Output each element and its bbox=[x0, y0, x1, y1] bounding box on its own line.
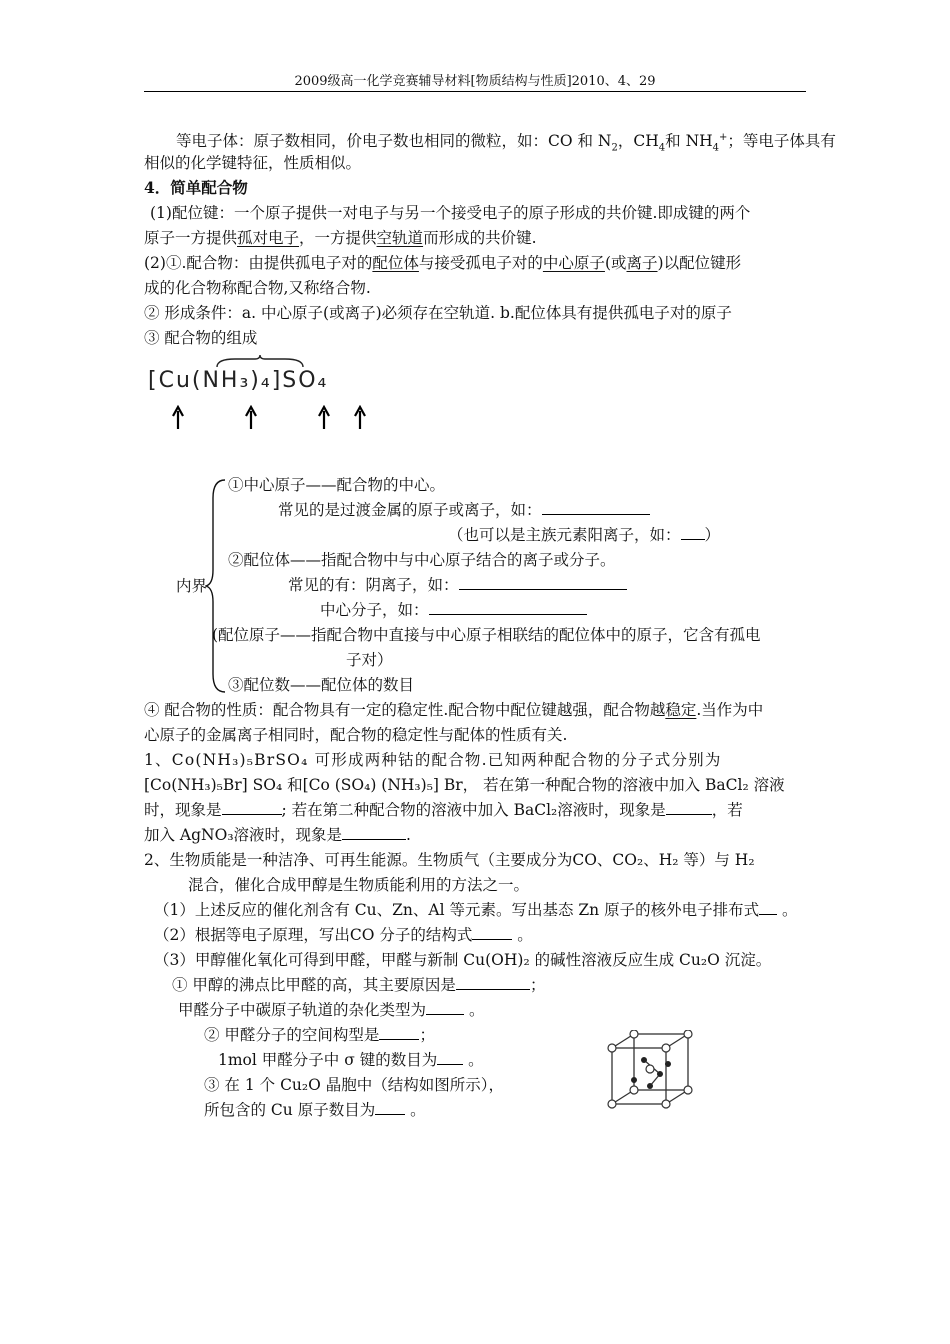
question-2-sub-2: 甲醛分子中碳原子轨道的杂化类型为 。 bbox=[178, 1001, 485, 1019]
inner-item-6: 中心分子，如： bbox=[320, 599, 587, 621]
question-1-line-1: 1、Co(NH₃)₅BrSO₄ 可形成两种钴的配合物.已知两种配合物的分子式分别为 bbox=[144, 751, 722, 769]
question-2-sub-4: 1mol 甲醛分子中 σ 键的数目为 。 bbox=[218, 1051, 484, 1069]
question-1-line-4: 加入 AgNO₃溶液时，现象是 . bbox=[144, 826, 411, 844]
inner-item-5: 常见的有：阴离子，如： bbox=[288, 574, 627, 596]
inner-item-3: （也可以是主族元素阳离子，如： ） bbox=[448, 526, 721, 544]
inner-item-7: (配位原子——指配合物中直接与中心原子相联结的配位体中的原子，它含有孤电 bbox=[212, 626, 761, 644]
section-title: 4．简单配合物 bbox=[144, 178, 248, 197]
complex-def-line-1: (2)①.配合物：由提供孤电子对的配位体与接受孤电子对的中心原子(或离子)以配位键形 bbox=[144, 254, 742, 272]
inner-sphere-label: 内界 bbox=[176, 577, 208, 595]
property-line-2: 心原子的金属离子相同时，配合物的稳定性与配体的性质有关. bbox=[144, 726, 568, 744]
arrow-icon bbox=[316, 405, 332, 429]
complex-def-line-2: 成的化合物称配合物,又称络合物. bbox=[144, 279, 371, 297]
inner-item-2: 常见的是过渡金属的原子或离子，如： bbox=[278, 499, 650, 521]
formula-top-brace bbox=[215, 355, 305, 369]
question-2-part-2: （2）根据等电子原理，写出CO 分子的结构式 。 bbox=[154, 926, 533, 944]
inner-sphere-brace bbox=[205, 478, 227, 696]
cu2o-unit-cell-figure bbox=[604, 1030, 696, 1110]
question-2-line-2: 混合，催化合成甲醇是生物质能利用的方法之一。 bbox=[188, 876, 530, 894]
arrow-icon bbox=[352, 405, 368, 429]
formation-conditions: ② 形成条件：a. 中心原子(或离子)必须存在空轨道. b.配位体具有提供孤电子对的原子 bbox=[144, 304, 732, 322]
inner-item-4: ②配位体——指配合物中与中心原子结合的离子或分子。 bbox=[228, 551, 616, 569]
isoelectronic-line-1: 等电子体：原子数相同，价电子数也相同的微粒，如：CO 和 $N_2$，$CH_4$和 $NH_4^+$；等电子体具有 bbox=[176, 132, 836, 154]
coord-bond-line-2: 原子一方提供孤对电子，一方提供空轨道而形成的共价键. bbox=[144, 229, 537, 247]
inner-item-9: ③配位数——配位体的数目 bbox=[228, 676, 415, 694]
question-2-part-3: （3）甲醇催化氧化可得到甲醛，甲醛与新制 Cu(OH)₂ 的碱性溶液反应生成 Cu₂O 沉淀。 bbox=[154, 951, 772, 969]
isoelectronic-line-2: 相似的化学键特征，性质相似。 bbox=[144, 154, 362, 172]
inner-item-8: 子对） bbox=[346, 651, 393, 669]
question-2-part-1: （1）上述反应的催化剂含有 Cu、Zn、Al 等元素。写出基态 Zn 原子的核外电子排布式 。 bbox=[154, 901, 798, 919]
question-2-sub-5: ③ 在 1 个 Cu₂O 晶胞中（结构如图所示）， bbox=[204, 1076, 505, 1094]
question-2-line-1: 2、生物质能是一种洁净、可再生能源。生物质气（主要成分为CO、CO₂、H₂ 等）与 H₂ bbox=[144, 851, 755, 869]
arrow-icon bbox=[243, 405, 259, 429]
composition-heading: ③ 配合物的组成 bbox=[144, 329, 258, 347]
question-1-line-2: [Co(NH₃)₅Br] SO₄ 和[Co (SO₄) (NH₃)₅] Br， 若在第一种配合物的溶液中加入 BaCl₂ 溶液 bbox=[144, 776, 785, 794]
page-header: 2009级高一化学竞赛辅导材料[物质结构与性质]2010、4、29 bbox=[294, 74, 656, 89]
complex-formula: [Cu(NH₃)₄]SO₄ bbox=[148, 368, 329, 393]
coord-bond-line-1: (1)配位键：一个原子提供一对电子与另一个接受电子的原子形成的共价键.即成键的两个 bbox=[150, 204, 751, 222]
question-2-sub-3: ② 甲醛分子的空间构型是 ； bbox=[204, 1026, 435, 1044]
property-line-1: ④ 配合物的性质：配合物具有一定的稳定性.配合物中配位键越强，配合物越稳定.当作为中 bbox=[144, 701, 764, 719]
question-1-line-3: 时，现象是 ; 若在第二种配合物的溶液中加入 BaCl₂溶液时，现象是 ，若 bbox=[144, 801, 743, 819]
question-2-sub-1: ① 甲醇的沸点比甲醛的高，其主要原因是 ； bbox=[172, 976, 546, 994]
inner-item-1: ①中心原子——配合物的中心。 bbox=[228, 476, 446, 494]
header-rule bbox=[144, 91, 806, 92]
arrow-icon bbox=[170, 405, 186, 429]
question-2-sub-6: 所包含的 Cu 原子数目为 。 bbox=[204, 1101, 426, 1119]
